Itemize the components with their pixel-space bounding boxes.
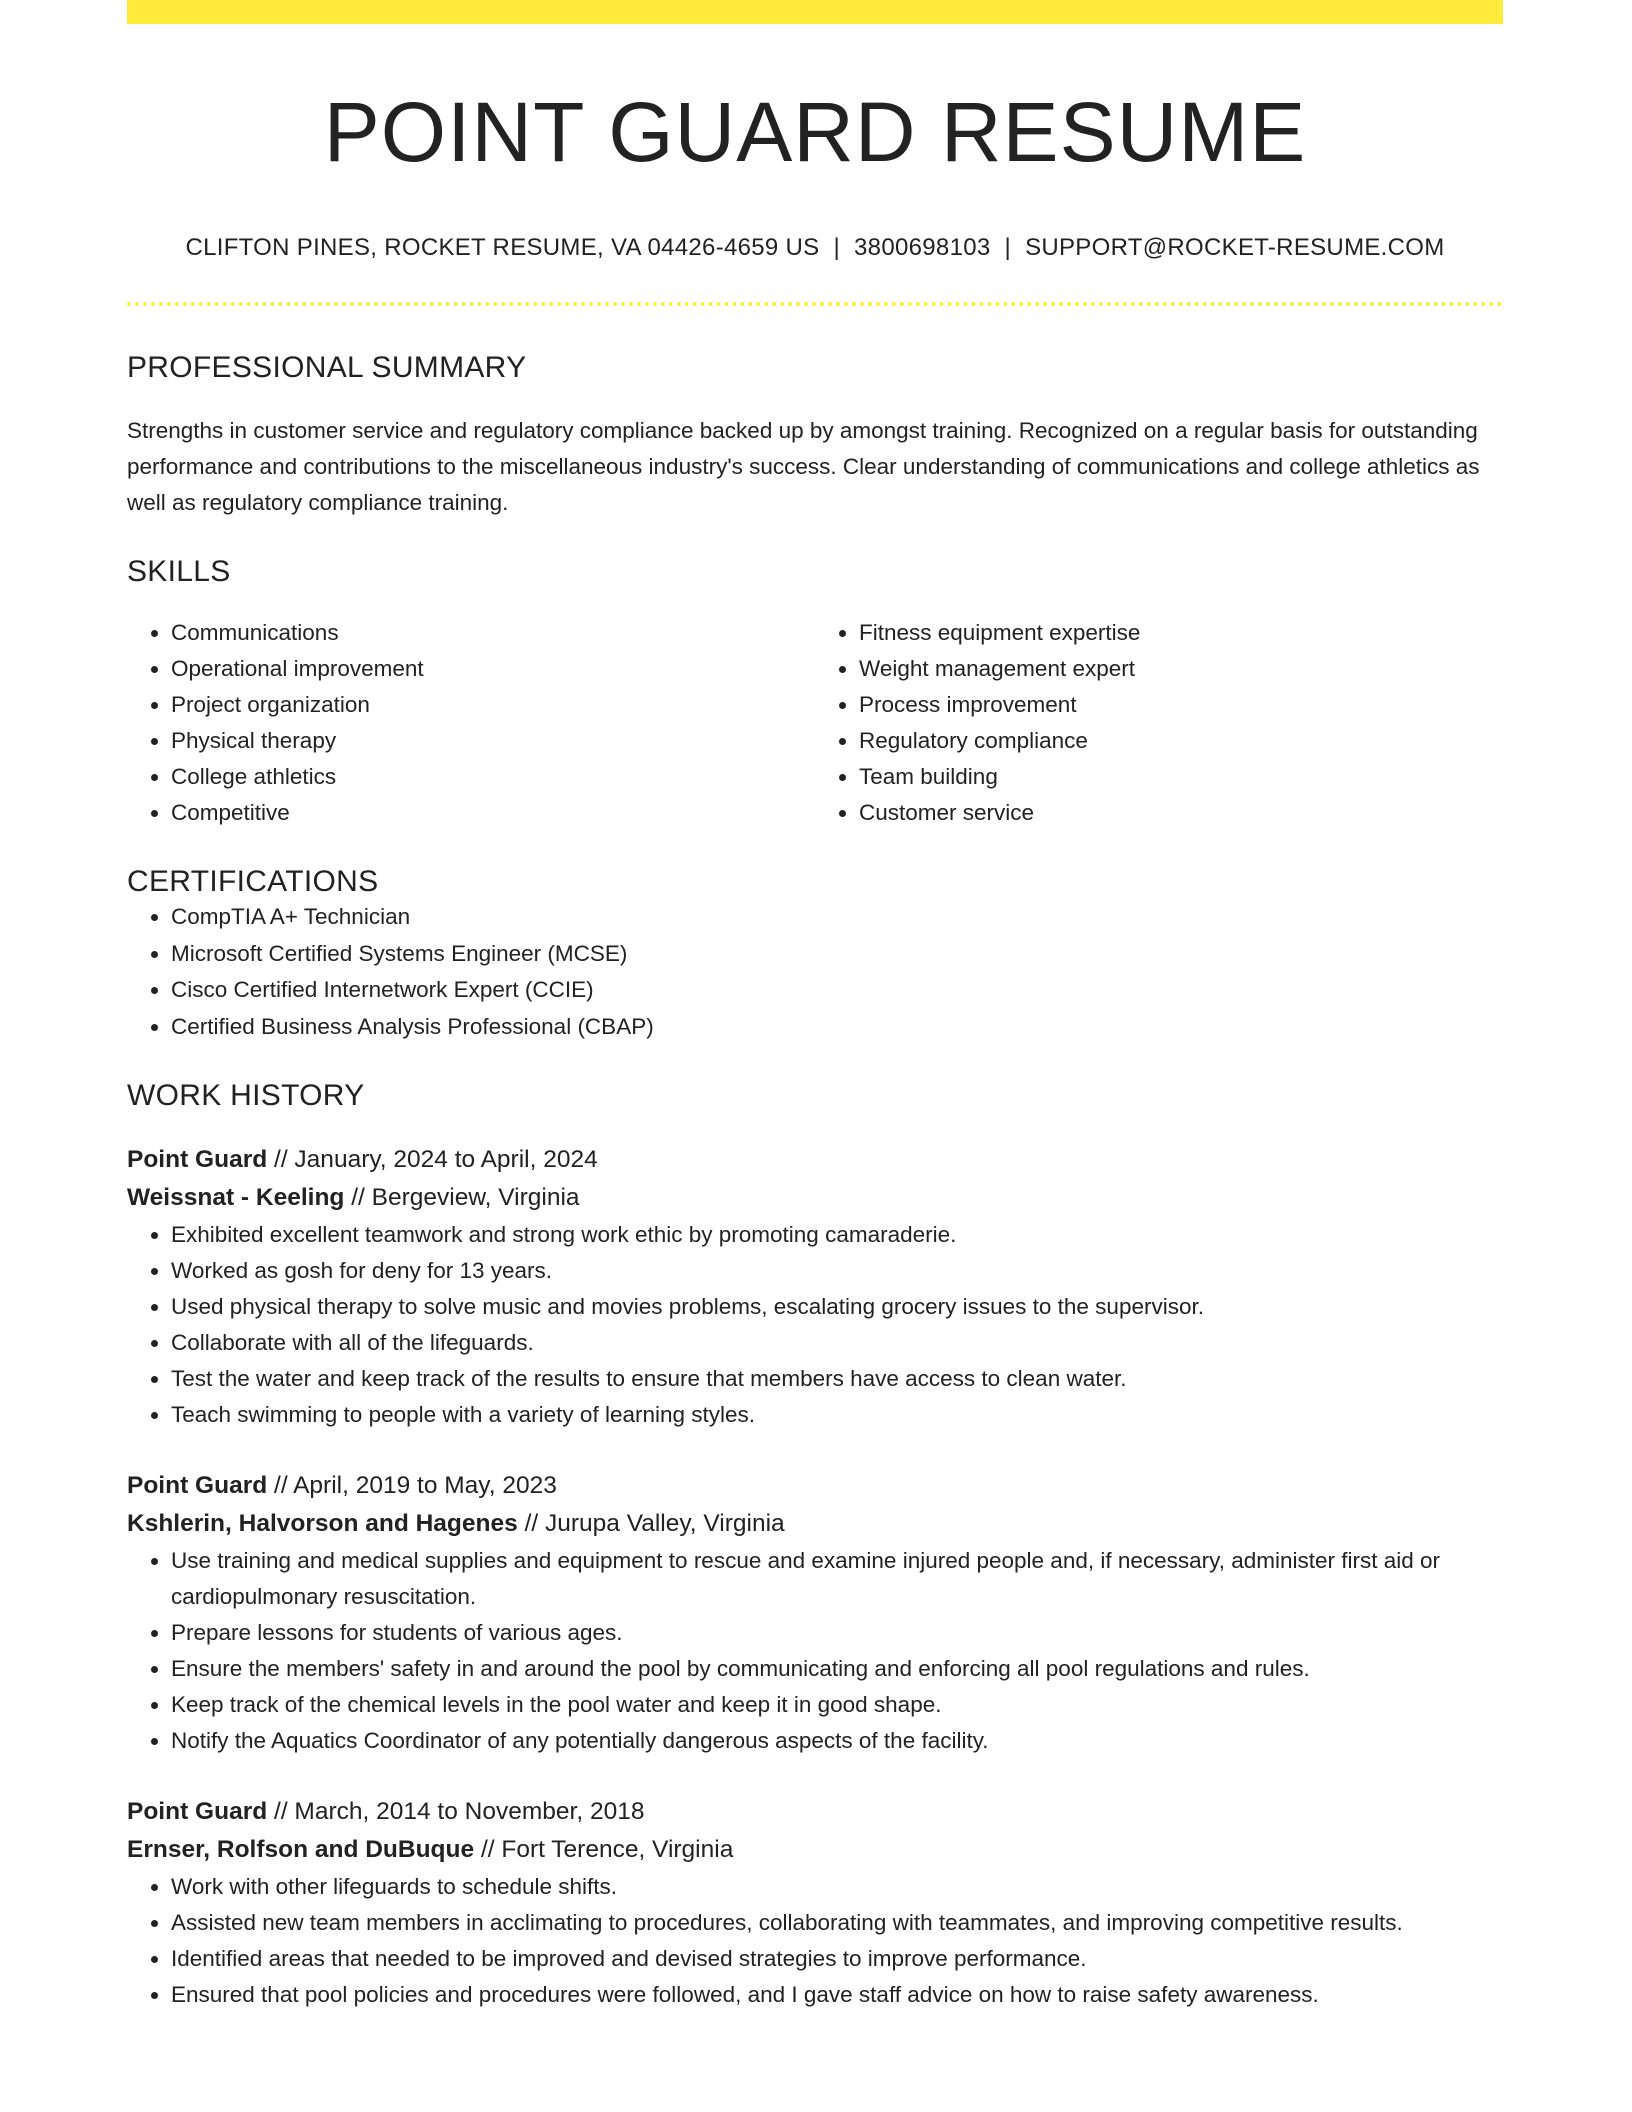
job-company: Kshlerin, Halvorson and Hagenes bbox=[127, 1510, 518, 1538]
job-location: // Fort Terence, Virginia bbox=[480, 1836, 734, 1864]
contact-line bbox=[127, 234, 1503, 262]
skill-item: • Regulatory compliance bbox=[859, 723, 1503, 759]
certification-item: • Cisco Certified Internetwork Expert (CCIE) bbox=[171, 972, 1503, 1009]
job-bullet: • Keep track of the chemical levels in the pool water and keep it in good shape. bbox=[171, 1687, 1503, 1723]
skill-item: • Fitness equipment expertise bbox=[859, 615, 1503, 651]
job-title: Point Guard bbox=[127, 1472, 268, 1500]
job-bullet: • Collaborate with all of the lifeguards. bbox=[171, 1325, 1503, 1361]
job-bullet: • Ensured that pool policies and procedures were followed, and I gave staff advice on how to raise safety awareness. bbox=[171, 1977, 1503, 2013]
certification-item: • Microsoft Certified Systems Engineer (MCSE) bbox=[171, 936, 1503, 973]
job-company-line bbox=[127, 1831, 1503, 1869]
resume-title: POINT GUARD RESUME bbox=[323, 85, 1307, 179]
skill-item: • Competitive bbox=[171, 795, 815, 831]
job-bullet: • Identified areas that needed to be improved and devised strategies to improve performance. bbox=[171, 1941, 1503, 1977]
job-bullet: • Work with other lifeguards to schedule shifts. bbox=[171, 1869, 1503, 1905]
job-bullets bbox=[127, 1543, 1503, 1759]
job-title-line bbox=[127, 1467, 1503, 1505]
job-company-line bbox=[127, 1179, 1503, 1217]
job-company: Ernser, Rolfson and DuBuque bbox=[127, 1836, 475, 1864]
section-title-summary: PROFESSIONAL SUMMARY bbox=[127, 351, 527, 385]
job-bullet: • Prepare lessons for students of various ages. bbox=[171, 1615, 1503, 1651]
job-bullet: • Teach swimming to people with a variety of learning styles. bbox=[171, 1397, 1503, 1433]
skill-item: • Operational improvement bbox=[171, 651, 815, 687]
skill-item: • College athletics bbox=[171, 759, 815, 795]
job-bullet: • Use training and medical supplies and equipment to rescue and examine injured people and, if necessary, administer first aid or cardiopulmonary resuscitation. bbox=[171, 1543, 1503, 1615]
job-company-line bbox=[127, 1505, 1503, 1543]
job-bullet: • Notify the Aquatics Coordinator of any potentially dangerous aspects of the facility. bbox=[171, 1723, 1503, 1759]
contact-separator: | bbox=[833, 234, 841, 262]
skill-item: • Team building bbox=[859, 759, 1503, 795]
skill-item: • Communications bbox=[171, 615, 815, 651]
section-title-work-history: WORK HISTORY bbox=[127, 1079, 365, 1113]
job-title-line bbox=[127, 1793, 1503, 1831]
top-accent-bar bbox=[127, 0, 1503, 24]
skill-item: • Customer service bbox=[859, 795, 1503, 831]
job-title: Point Guard bbox=[127, 1798, 268, 1826]
job-title: Point Guard bbox=[127, 1146, 268, 1174]
job-bullet: • Test the water and keep track of the results to ensure that members have access to clean water. bbox=[171, 1361, 1503, 1397]
dotted-divider bbox=[127, 302, 1503, 306]
section-title-skills: SKILLS bbox=[127, 555, 231, 589]
job-bullet: • Worked as gosh for deny for 13 years. bbox=[171, 1253, 1503, 1289]
job-bullets bbox=[127, 1869, 1503, 2013]
skills-list-left bbox=[127, 615, 815, 831]
job-bullet: • Used physical therapy to solve music and movies problems, escalating grocery issues to the supervisor. bbox=[171, 1289, 1503, 1325]
section-title-certifications: CERTIFICATIONS bbox=[127, 865, 379, 899]
skill-item: • Process improvement bbox=[859, 687, 1503, 723]
certification-item: • Certified Business Analysis Professional (CBAP) bbox=[171, 1009, 1503, 1046]
skills-list-right bbox=[815, 615, 1503, 831]
job-location: // Bergeview, Virginia bbox=[351, 1184, 580, 1212]
job-company: Weissnat - Keeling bbox=[127, 1184, 345, 1212]
contact-address: CLIFTON PINES, ROCKET RESUME, VA 04426-4659 US bbox=[185, 234, 820, 262]
job-bullet: • Ensure the members' safety in and around the pool by communicating and enforcing all pool regulations and rules. bbox=[171, 1651, 1503, 1687]
skill-item: • Weight management expert bbox=[859, 651, 1503, 687]
summary-text: Strengths in customer service and regulatory compliance backed up by amongst training. Recognized on a regular basis for outstanding performance and contributions to the miscellaneous industry's success. Clear understanding of communications and college athletics as well as regulatory compliance training. bbox=[127, 418, 1480, 516]
contact-email: SUPPORT@ROCKET-RESUME.COM bbox=[1025, 234, 1445, 262]
job-location: // Jurupa Valley, Virginia bbox=[524, 1510, 785, 1538]
job-dates: // January, 2024 to April, 2024 bbox=[274, 1146, 598, 1174]
certifications-list bbox=[127, 899, 1503, 1045]
skill-item: • Physical therapy bbox=[171, 723, 815, 759]
resume-page bbox=[127, 0, 1503, 2013]
job-bullet: • Exhibited excellent teamwork and strong work ethic by promoting camaraderie. bbox=[171, 1217, 1503, 1253]
job-dates: // April, 2019 to May, 2023 bbox=[274, 1472, 557, 1500]
job-bullet: • Assisted new team members in acclimating to procedures, collaborating with teammates, and improving competitive results. bbox=[171, 1905, 1503, 1941]
job-title-line bbox=[127, 1141, 1503, 1179]
certification-item: • CompTIA A+ Technician bbox=[171, 899, 1503, 936]
contact-separator: | bbox=[1004, 234, 1012, 262]
skills-columns bbox=[127, 615, 1503, 831]
job-dates: // March, 2014 to November, 2018 bbox=[274, 1798, 645, 1826]
skill-item: • Project organization bbox=[171, 687, 815, 723]
contact-phone: 3800698103 bbox=[854, 234, 991, 262]
job-bullets bbox=[127, 1217, 1503, 1433]
